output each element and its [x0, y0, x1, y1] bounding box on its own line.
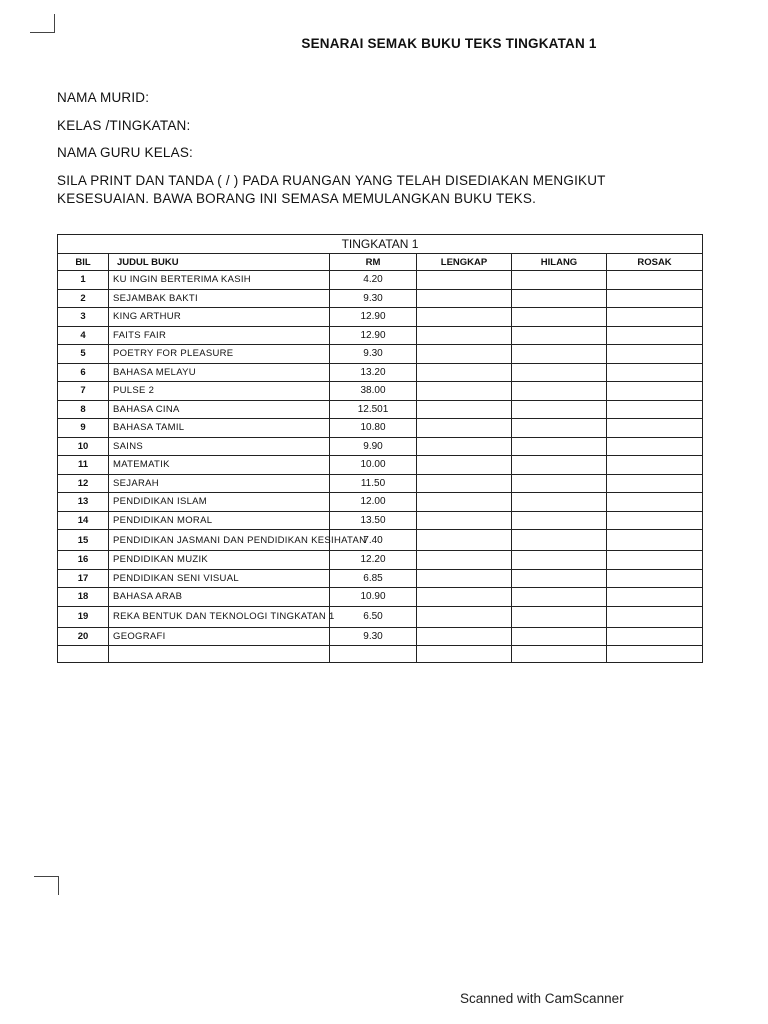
document-title: SENARAI SEMAK BUKU TEKS TINGKATAN 1	[301, 36, 597, 51]
row-title: MATEMATIK	[109, 456, 330, 475]
row-title: BAHASA TAMIL	[109, 419, 330, 438]
row-bil: 10	[58, 437, 109, 456]
checkbox-damaged[interactable]	[607, 326, 703, 345]
table-row	[58, 530, 703, 551]
header-lost: HILANG	[512, 254, 607, 271]
checkbox-lost[interactable]	[512, 382, 607, 401]
table-row	[58, 437, 703, 456]
checkbox-damaged[interactable]	[607, 569, 703, 588]
table-row	[58, 588, 703, 607]
table-row	[58, 271, 703, 290]
row-price: 13.50	[330, 511, 417, 530]
crop-mark-top-left	[30, 14, 55, 33]
checkbox-complete[interactable]	[417, 326, 512, 345]
checkbox-damaged[interactable]	[607, 511, 703, 530]
checkbox-damaged[interactable]	[607, 382, 703, 401]
table-row	[58, 551, 703, 570]
row-title: SEJAMBAK BAKTI	[109, 289, 330, 308]
row-title: BAHASA CINA	[109, 400, 330, 419]
row-price: 12.20	[330, 551, 417, 570]
row-bil: 12	[58, 474, 109, 493]
row-bil: 8	[58, 400, 109, 419]
row-price: 6.50	[330, 606, 417, 627]
checkbox-lost[interactable]	[512, 326, 607, 345]
empty-cell[interactable]	[417, 646, 512, 663]
table-row	[58, 363, 703, 382]
row-bil: 19	[58, 606, 109, 627]
table-row	[58, 511, 703, 530]
checkbox-complete[interactable]	[417, 271, 512, 290]
checkbox-lost[interactable]	[512, 606, 607, 627]
row-title: FAITS FAIR	[109, 326, 330, 345]
crop-mark-bottom-left	[34, 876, 59, 895]
row-title: SEJARAH	[109, 474, 330, 493]
row-bil: 14	[58, 511, 109, 530]
checkbox-lost[interactable]	[512, 530, 607, 551]
table-row	[58, 627, 703, 646]
row-price: 13.20	[330, 363, 417, 382]
checkbox-complete[interactable]	[417, 569, 512, 588]
checkbox-complete[interactable]	[417, 345, 512, 364]
grade-heading-row	[58, 235, 703, 254]
checkbox-complete[interactable]	[417, 588, 512, 607]
checkbox-lost[interactable]	[512, 569, 607, 588]
row-bil: 1	[58, 271, 109, 290]
empty-cell[interactable]	[607, 646, 703, 663]
checkbox-damaged[interactable]	[607, 289, 703, 308]
header-title: JUDUL BUKU	[109, 254, 330, 271]
row-price: 10.80	[330, 419, 417, 438]
instructions-line-2: KESESUAIAN. BAWA BORANG INI SEMASA MEMULANGKAN BUKU TEKS.	[57, 191, 537, 206]
row-price: 9.30	[330, 289, 417, 308]
row-bil: 17	[58, 569, 109, 588]
empty-cell	[58, 646, 109, 663]
checkbox-lost[interactable]	[512, 493, 607, 512]
checkbox-damaged[interactable]	[607, 345, 703, 364]
row-bil: 6	[58, 363, 109, 382]
empty-cell	[109, 646, 330, 663]
checkbox-lost[interactable]	[512, 289, 607, 308]
row-price: 11.50	[330, 474, 417, 493]
header-damaged: ROSAK	[607, 254, 703, 271]
header-bil: BIL	[58, 254, 109, 271]
instructions-line-1: SILA PRINT DAN TANDA ( / ) PADA RUANGAN YANG TELAH DISEDIAKAN MENGIKUT	[57, 173, 606, 188]
row-price: 12.90	[330, 326, 417, 345]
row-price: 12.501	[330, 400, 417, 419]
row-bil: 15	[58, 530, 109, 551]
row-title: PENDIDIKAN SENI VISUAL	[109, 569, 330, 588]
table-row	[58, 400, 703, 419]
checkbox-damaged[interactable]	[607, 493, 703, 512]
row-price: 10.90	[330, 588, 417, 607]
row-price: 4.20	[330, 271, 417, 290]
checkbox-damaged[interactable]	[607, 363, 703, 382]
row-bil: 4	[58, 326, 109, 345]
checkbox-lost[interactable]	[512, 437, 607, 456]
checklist-body	[58, 271, 703, 663]
checkbox-complete[interactable]	[417, 456, 512, 475]
checkbox-complete[interactable]	[417, 308, 512, 327]
checkbox-damaged[interactable]	[607, 627, 703, 646]
row-price: 9.30	[330, 345, 417, 364]
checkbox-lost[interactable]	[512, 456, 607, 475]
row-bil: 5	[58, 345, 109, 364]
row-title: REKA BENTUK DAN TEKNOLOGI TINGKATAN 1	[109, 606, 330, 627]
checkbox-damaged[interactable]	[607, 419, 703, 438]
checkbox-complete[interactable]	[417, 493, 512, 512]
checkbox-complete[interactable]	[417, 530, 512, 551]
checkbox-complete[interactable]	[417, 400, 512, 419]
checkbox-damaged[interactable]	[607, 271, 703, 290]
checkbox-complete[interactable]	[417, 511, 512, 530]
row-bil: 9	[58, 419, 109, 438]
row-title: SAINS	[109, 437, 330, 456]
checkbox-complete[interactable]	[417, 419, 512, 438]
row-bil: 7	[58, 382, 109, 401]
empty-row	[58, 646, 703, 663]
checkbox-lost[interactable]	[512, 400, 607, 419]
checkbox-complete[interactable]	[417, 551, 512, 570]
instructions	[57, 172, 768, 208]
checkbox-complete[interactable]	[417, 437, 512, 456]
checkbox-complete[interactable]	[417, 474, 512, 493]
table-row	[58, 419, 703, 438]
row-title: BAHASA MELAYU	[109, 363, 330, 382]
row-title: PENDIDIKAN MORAL	[109, 511, 330, 530]
empty-cell[interactable]	[512, 646, 607, 663]
row-title: PULSE 2	[109, 382, 330, 401]
table-row	[58, 606, 703, 627]
header-rm: RM	[330, 254, 417, 271]
table-row	[58, 308, 703, 327]
grade-heading: TINGKATAN 1	[58, 235, 703, 254]
checkbox-lost[interactable]	[512, 271, 607, 290]
table-row	[58, 345, 703, 364]
checkbox-lost[interactable]	[512, 588, 607, 607]
row-bil: 16	[58, 551, 109, 570]
teacher-label: NAMA GURU KELAS:	[57, 145, 193, 160]
row-bil: 13	[58, 493, 109, 512]
checkbox-lost[interactable]	[512, 419, 607, 438]
checkbox-complete[interactable]	[417, 627, 512, 646]
table-row	[58, 569, 703, 588]
row-title: PENDIDIKAN ISLAM	[109, 493, 330, 512]
row-price: 9.90	[330, 437, 417, 456]
row-price: 38.00	[330, 382, 417, 401]
row-price: 12.00	[330, 493, 417, 512]
row-bil: 20	[58, 627, 109, 646]
checkbox-lost[interactable]	[512, 363, 607, 382]
checkbox-complete[interactable]	[417, 606, 512, 627]
checkbox-lost[interactable]	[512, 474, 607, 493]
row-title: GEOGRAFI	[109, 627, 330, 646]
row-bil: 18	[58, 588, 109, 607]
row-title: KING ARTHUR	[109, 308, 330, 327]
table-row	[58, 493, 703, 512]
checkbox-damaged[interactable]	[607, 588, 703, 607]
column-header-row	[58, 254, 703, 271]
checkbox-lost[interactable]	[512, 511, 607, 530]
class-label: KELAS /TINGKATAN:	[57, 118, 191, 133]
checkbox-lost[interactable]	[512, 551, 607, 570]
student-name-label: NAMA MURID:	[57, 90, 150, 105]
checkbox-lost[interactable]	[512, 345, 607, 364]
checkbox-damaged[interactable]	[607, 551, 703, 570]
table-row	[58, 326, 703, 345]
checkbox-complete[interactable]	[417, 382, 512, 401]
row-title: BAHASA ARAB	[109, 588, 330, 607]
row-title: PENDIDIKAN MUZIK	[109, 551, 330, 570]
row-title: POETRY FOR PLEASURE	[109, 345, 330, 364]
checkbox-complete[interactable]	[417, 363, 512, 382]
row-title: KU INGIN BERTERIMA KASIH	[109, 271, 330, 290]
row-price: 9.30	[330, 627, 417, 646]
checkbox-damaged[interactable]	[607, 474, 703, 493]
header-complete: LENGKAP	[417, 254, 512, 271]
checkbox-damaged[interactable]	[607, 530, 703, 551]
table-row	[58, 289, 703, 308]
textbook-checklist-table	[57, 234, 703, 663]
table-row	[58, 474, 703, 493]
row-price: 7.40	[330, 530, 417, 551]
checkbox-damaged[interactable]	[607, 437, 703, 456]
checkbox-lost[interactable]	[512, 627, 607, 646]
checkbox-lost[interactable]	[512, 308, 607, 327]
checkbox-complete[interactable]	[417, 289, 512, 308]
table-row	[58, 456, 703, 475]
row-price: 12.90	[330, 308, 417, 327]
checkbox-damaged[interactable]	[607, 606, 703, 627]
checkbox-damaged[interactable]	[607, 456, 703, 475]
checkbox-damaged[interactable]	[607, 308, 703, 327]
row-title: PENDIDIKAN JASMANI DAN PENDIDIKAN KESIHATAN	[109, 530, 330, 551]
row-price: 10.00	[330, 456, 417, 475]
empty-cell	[330, 646, 417, 663]
table-row	[58, 382, 703, 401]
checkbox-damaged[interactable]	[607, 400, 703, 419]
row-bil: 3	[58, 308, 109, 327]
row-bil: 11	[58, 456, 109, 475]
row-bil: 2	[58, 289, 109, 308]
row-price: 6.85	[330, 569, 417, 588]
scanner-watermark: Scanned with CamScanner	[460, 991, 624, 1006]
